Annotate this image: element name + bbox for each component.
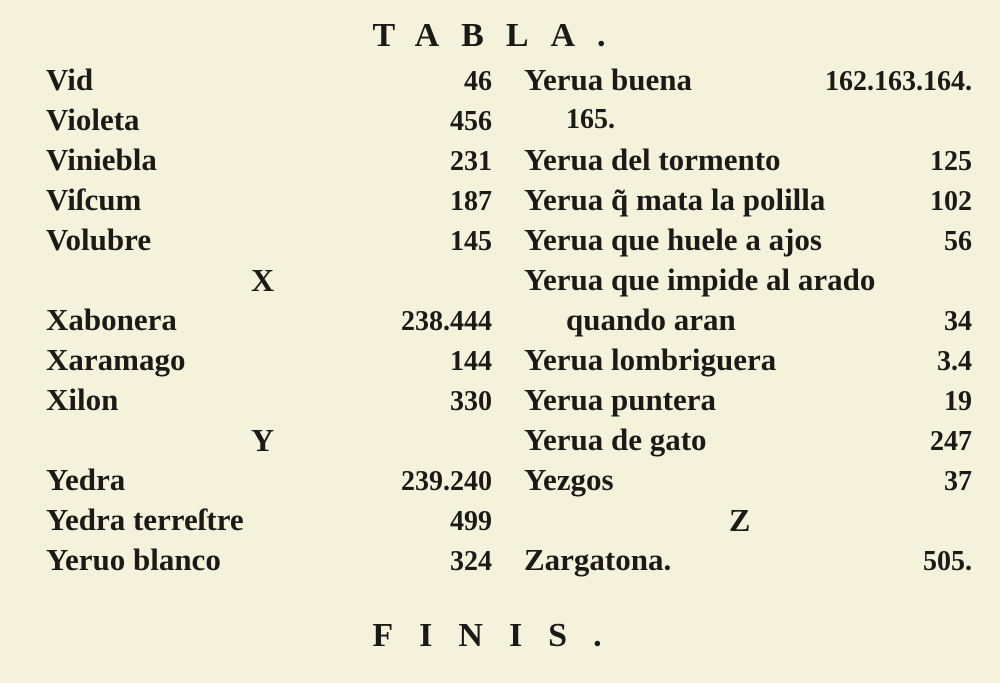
entry-name: Yerua que impide al arado — [524, 262, 876, 297]
entry-name: Yerua q̃ mata la polilla — [524, 182, 826, 217]
entry-page: 102 — [930, 186, 972, 217]
index-entry — [524, 460, 972, 500]
entry-page: 456 — [450, 106, 492, 137]
entry-page: 165. — [566, 104, 615, 135]
index-entry — [524, 340, 972, 380]
entry-name: quando aran — [566, 302, 736, 337]
index-entry — [46, 100, 492, 140]
entry-page: 238.444 — [401, 306, 492, 337]
entry-name: Yerua del tormento — [524, 142, 781, 177]
index-entry — [46, 60, 492, 100]
entry-name: Yerua puntera — [524, 382, 717, 417]
section-letter — [46, 260, 492, 300]
entry-name: Viſcum — [46, 182, 142, 217]
entry-name: Yedra — [46, 462, 126, 497]
entry-page: 34 — [944, 306, 972, 337]
index-column-left — [46, 60, 492, 580]
entry-name: Xabonera — [46, 302, 177, 337]
entry-page: 19 — [944, 386, 972, 417]
index-entry — [46, 460, 492, 500]
entry-name: Yedra terreſtre — [46, 502, 244, 537]
index-entry — [524, 380, 972, 420]
index-entry — [524, 180, 972, 220]
index-entry — [46, 340, 492, 380]
entry-name: Zargatona. — [524, 542, 672, 577]
section-letter — [46, 420, 492, 460]
section-letter-label: Y — [251, 422, 275, 458]
entry-page: 239.240 — [401, 466, 492, 497]
entry-name: Yerua lombriguera — [524, 342, 777, 377]
index-entry — [524, 140, 972, 180]
index-entry — [46, 380, 492, 420]
index-entry — [524, 60, 972, 100]
index-entry — [46, 220, 492, 260]
index-entry — [524, 300, 972, 340]
index-entry — [46, 140, 492, 180]
section-letter-label: Z — [729, 502, 751, 538]
page-title: TABLA. — [372, 17, 628, 54]
entry-name: Yerua que huele a ajos — [524, 222, 822, 257]
section-letter-label: X — [251, 262, 275, 298]
entry-name: Yerua de gato — [524, 422, 707, 457]
entry-page: 330 — [450, 386, 492, 417]
index-entry — [46, 500, 492, 540]
entry-page: 505. — [923, 546, 972, 577]
entry-page: 56 — [944, 226, 972, 257]
entry-name: Xilon — [46, 382, 119, 417]
entry-page: 247 — [930, 426, 972, 457]
entry-page: 3.4 — [937, 346, 972, 377]
entry-name: Yeruo blanco — [46, 542, 221, 577]
entry-name: Yerua buena — [524, 62, 692, 97]
finis-footer: FINIS. — [372, 617, 628, 654]
entry-name: Violeta — [46, 102, 140, 137]
index-entry — [46, 540, 492, 580]
entry-page: 162.163.164. — [825, 66, 972, 97]
index-entry — [524, 420, 972, 460]
index-entry — [524, 540, 972, 580]
entry-page: 187 — [450, 186, 492, 217]
entry-page: 145 — [450, 226, 492, 257]
entry-page: 46 — [464, 66, 492, 97]
entry-page: 125 — [930, 146, 972, 177]
entry-page: 144 — [450, 346, 492, 377]
entry-name: Viniebla — [46, 142, 157, 177]
entry-page: 499 — [450, 506, 492, 537]
index-entry — [46, 300, 492, 340]
entry-page: 231 — [450, 146, 492, 177]
section-letter — [524, 500, 972, 540]
index-entry — [524, 220, 972, 260]
index-entry-continuation — [524, 100, 972, 140]
entry-page: 324 — [450, 546, 492, 577]
entry-name: Xaramago — [46, 342, 186, 377]
index-column-right — [524, 60, 972, 580]
index-entry — [46, 180, 492, 220]
entry-page: 37 — [944, 466, 972, 497]
index-entry — [524, 260, 972, 300]
entry-name: Yezgos — [524, 462, 614, 497]
entry-name: Vid — [46, 62, 94, 97]
entry-name: Volubre — [46, 222, 152, 257]
